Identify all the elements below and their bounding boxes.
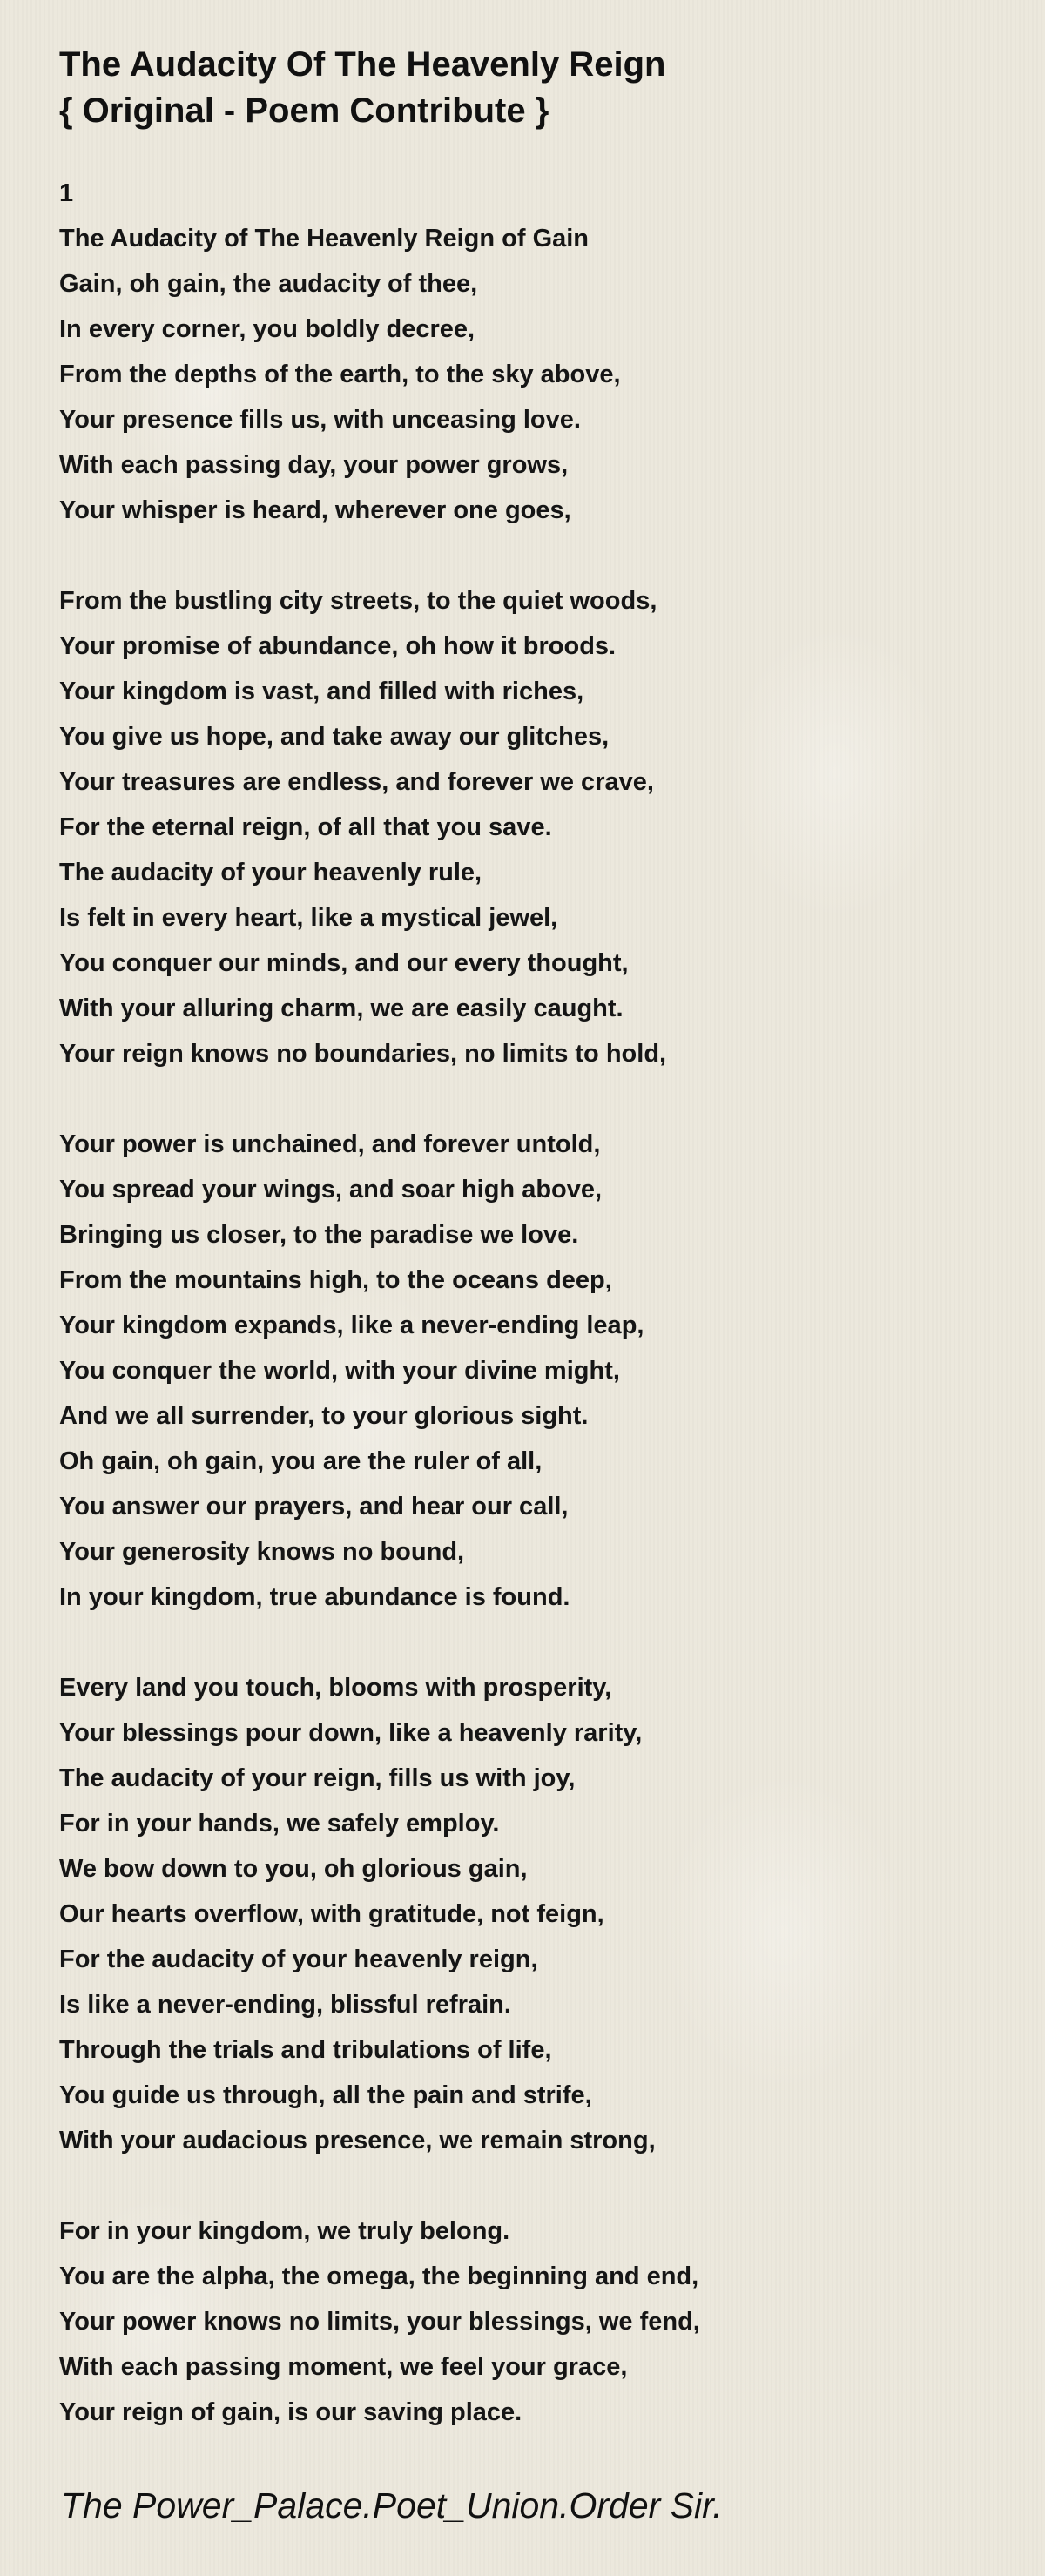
poem-line: Gain, oh gain, the audacity of thee, <box>59 270 478 298</box>
poem-line: Your reign knows no boundaries, no limits to hold, <box>59 1040 667 1068</box>
stanza-3 <box>59 1122 1000 1620</box>
poem-subtitle-line: { Original - Poem Contribute } <box>59 91 549 130</box>
poem-author: The Power_Palace.Poet_Union.Order Sir. <box>61 2485 723 2525</box>
poem-line: Your kingdom expands, like a never-ending leap, <box>59 1312 644 1339</box>
poem-line: And we all surrender, to your glorious sight. <box>59 1402 589 1430</box>
poem-line: Through the trials and tribulations of life, <box>59 2036 552 2064</box>
poem-title-line: The Audacity Of The Heavenly Reign <box>59 45 666 84</box>
poem-line: Every land you touch, blooms with prosperity, <box>59 1674 612 1702</box>
poem-line: Is felt in every heart, like a mystical jewel, <box>59 904 558 932</box>
poem-line: You are the alpha, the omega, the beginning and end, <box>59 2262 699 2290</box>
poem-line: Your treasures are endless, and forever we crave, <box>59 768 654 796</box>
stanza-1 <box>59 216 1000 533</box>
poem-line: You guide us through, all the pain and strife, <box>59 2081 592 2109</box>
poem-line: Bringing us closer, to the paradise we love. <box>59 1221 579 1249</box>
poem-line: With your alluring charm, we are easily caught. <box>59 995 624 1022</box>
poem-line: From the mountains high, to the oceans deep, <box>59 1266 612 1294</box>
poem-line: Your generosity knows no bound, <box>59 1538 465 1566</box>
stanza-4 <box>59 1665 1000 2163</box>
poem-line: Your kingdom is vast, and filled with riches, <box>59 678 584 705</box>
poem-line: We bow down to you, oh glorious gain, <box>59 1855 528 1883</box>
poem-line: Your whisper is heard, wherever one goes, <box>59 496 571 524</box>
poem-line: In your kingdom, true abundance is found. <box>59 1583 570 1611</box>
poem-line: From the bustling city streets, to the quiet woods, <box>59 587 657 615</box>
poem-line: You give us hope, and take away our glitches, <box>59 723 610 751</box>
poem-line: With your audacious presence, we remain strong, <box>59 2127 656 2155</box>
poem-card <box>59 42 1000 2435</box>
poem-line: You conquer our minds, and our every thought, <box>59 949 629 977</box>
poem-line: For in your hands, we safely employ. <box>59 1810 500 1838</box>
poem-line: For in your kingdom, we truly belong. <box>59 2217 510 2245</box>
poem-line: Oh gain, oh gain, you are the ruler of all, <box>59 1447 543 1475</box>
poem-line: You conquer the world, with your divine might, <box>59 1357 620 1385</box>
poem-line: With each passing day, your power grows, <box>59 451 569 479</box>
poem-line: Your power knows no limits, your blessings, we fend, <box>59 2308 700 2336</box>
poem-number: 1 <box>59 179 74 207</box>
poem-line: For the eternal reign, of all that you save. <box>59 813 552 841</box>
stanza-2 <box>59 578 1000 1076</box>
poem-line: Is like a never-ending, blissful refrain. <box>59 1991 511 2019</box>
poem-line: Your presence fills us, with unceasing love. <box>59 406 581 434</box>
poem-line: Your blessings pour down, like a heavenly rarity, <box>59 1719 643 1747</box>
poem-title <box>59 42 1000 134</box>
poem-line: The audacity of your reign, fills us with joy, <box>59 1764 576 1792</box>
poem-line: In every corner, you boldly decree, <box>59 315 475 343</box>
poem-line: Your power is unchained, and forever untold, <box>59 1130 601 1158</box>
poem-line: For the audacity of your heavenly reign, <box>59 1945 538 1973</box>
poem-line: Your reign of gain, is our saving place. <box>59 2398 522 2426</box>
poem-line: Our hearts overflow, with gratitude, not feign, <box>59 1900 604 1928</box>
poem-line: Your promise of abundance, oh how it broods. <box>59 632 617 660</box>
poem-body <box>59 171 1000 2435</box>
poem-line: You answer our prayers, and hear our call, <box>59 1493 569 1521</box>
poem-line: You spread your wings, and soar high above, <box>59 1176 603 1204</box>
poem-line: The audacity of your heavenly rule, <box>59 859 482 887</box>
poem-line: The Audacity of The Heavenly Reign of Gain <box>59 225 590 253</box>
poem-line: From the depths of the earth, to the sky above, <box>59 361 621 388</box>
poem-line: With each passing moment, we feel your grace, <box>59 2353 628 2381</box>
stanza-5 <box>59 2208 1000 2435</box>
